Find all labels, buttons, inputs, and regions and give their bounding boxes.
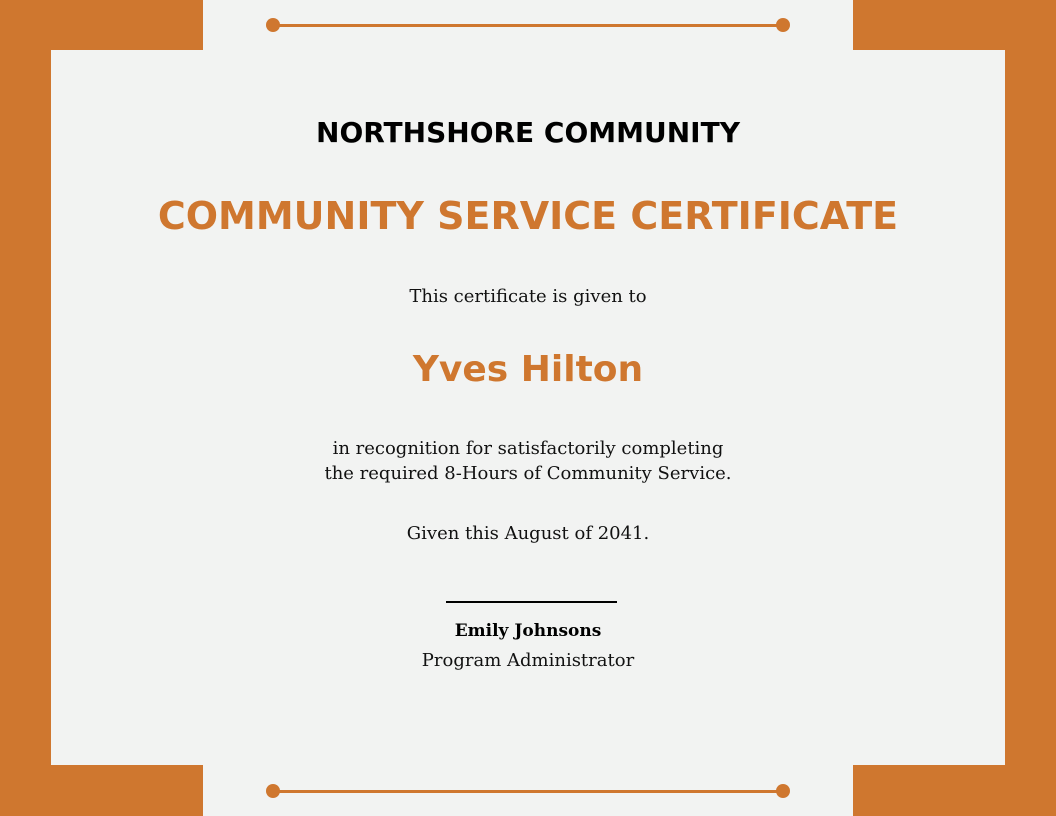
recognition-line-1: in recognition for satisfactorily completing	[332, 438, 724, 459]
signer-title: Program Administrator	[421, 650, 635, 671]
bottom-ornament-line	[273, 790, 783, 793]
top-ornament-left-dot	[266, 18, 280, 32]
bottom-ornament	[266, 784, 790, 798]
top-ornament-right-dot	[776, 18, 790, 32]
bottom-ornament-right-dot	[776, 784, 790, 798]
date-text: Given this August of 2041.	[406, 523, 650, 544]
organization-name: NORTHSHORE COMMUNITY	[316, 116, 740, 149]
recipient-name: Yves Hilton	[412, 349, 644, 390]
recognition-line-2: the required 8-Hours of Community Service.	[324, 463, 732, 484]
signer-name: Emily Johnsons	[454, 621, 602, 641]
top-ornament-line	[273, 24, 783, 27]
certificate-title: COMMUNITY SERVICE CERTIFICATE	[157, 194, 899, 238]
given-to-label: This certificate is given to	[409, 286, 647, 307]
bottom-ornament-left-dot	[266, 784, 280, 798]
signature-line	[446, 601, 617, 603]
recognition-text	[0, 436, 1056, 486]
top-ornament	[266, 18, 790, 32]
